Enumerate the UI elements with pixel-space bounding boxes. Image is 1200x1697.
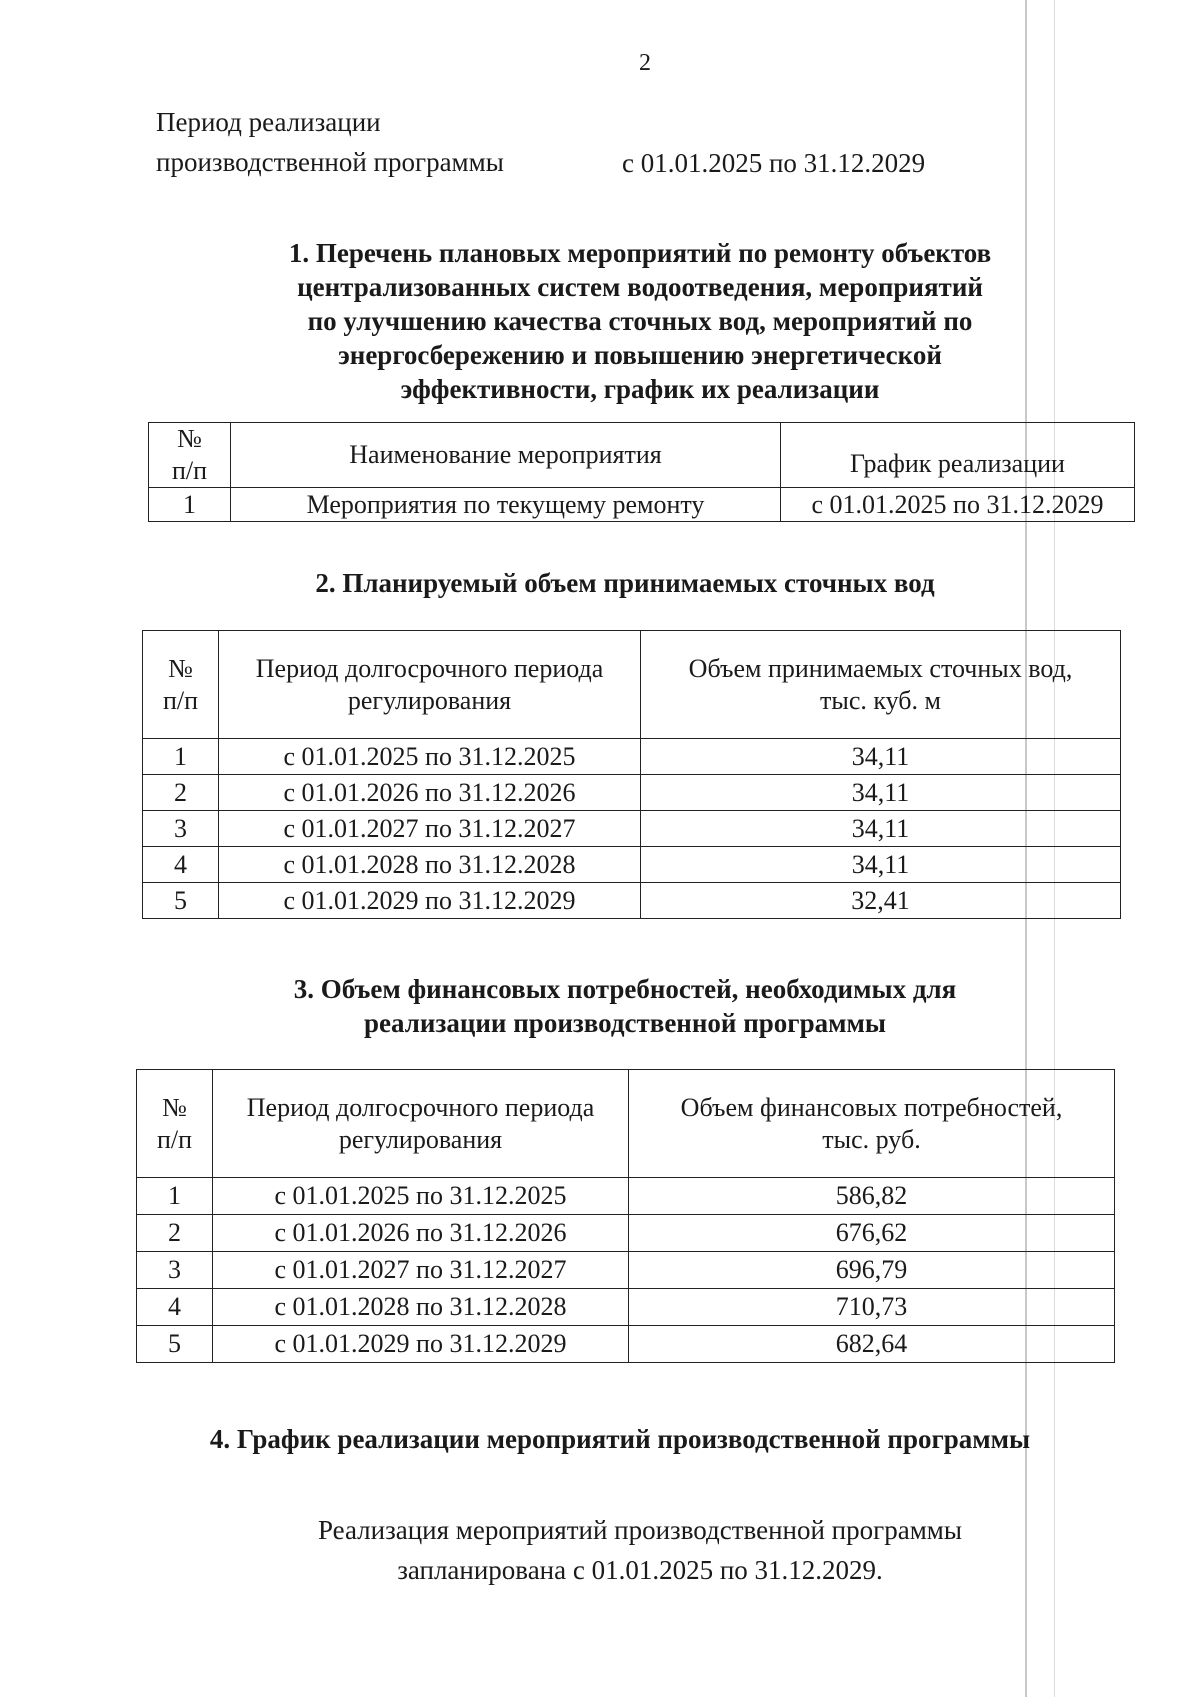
cell-num: 3 xyxy=(143,811,219,847)
table-header-row xyxy=(149,423,1135,488)
cell-financial-needs: 682,64 xyxy=(629,1326,1115,1363)
period-label xyxy=(156,102,504,182)
section1-title-line: энергосбережению и повышению энергетической xyxy=(338,340,942,370)
cell-activity-name: Мероприятия по текущему ремонту xyxy=(231,488,781,522)
cell-financial-needs: 696,79 xyxy=(629,1252,1115,1289)
section1-title xyxy=(240,236,1040,406)
cell-num: 2 xyxy=(137,1215,213,1252)
cell-volume: 34,11 xyxy=(641,775,1121,811)
section1-title-line: по улучшению качества сточных вод, мероприятий по xyxy=(307,306,973,336)
header-schedule: График реализации xyxy=(781,423,1135,488)
cell-volume: 34,11 xyxy=(641,811,1121,847)
section4-title: 4. График реализации мероприятий производственной программы xyxy=(209,1424,1031,1454)
table-row xyxy=(137,1252,1115,1289)
cell-period: с 01.01.2025 по 31.12.2025 xyxy=(213,1178,629,1215)
cell-period: с 01.01.2025 по 31.12.2025 xyxy=(219,739,641,775)
section3-title-line: 3. Объем финансовых потребностей, необходимых для xyxy=(293,974,957,1004)
period-label-line1: Период реализации xyxy=(156,107,381,137)
cell-num: 4 xyxy=(143,847,219,883)
cell-period: с 01.01.2029 по 31.12.2029 xyxy=(213,1326,629,1363)
cell-financial-needs: 586,82 xyxy=(629,1178,1115,1215)
cell-num: 5 xyxy=(137,1326,213,1363)
section1-title-line: 1. Перечень плановых мероприятий по ремонту объектов xyxy=(288,238,992,268)
financial-needs-table xyxy=(136,1069,1115,1363)
period-value: с 01.01.2025 по 31.12.2029 xyxy=(622,148,926,178)
table-row xyxy=(137,1215,1115,1252)
activities-table xyxy=(148,422,1135,522)
table-row xyxy=(149,488,1135,522)
cell-volume: 32,41 xyxy=(641,883,1121,919)
table-row xyxy=(137,1326,1115,1363)
cell-num: 4 xyxy=(137,1289,213,1326)
header-num: № п/п xyxy=(143,631,219,739)
cell-period: с 01.01.2027 по 31.12.2027 xyxy=(213,1252,629,1289)
cell-num: 1 xyxy=(149,488,231,522)
page-number: 2 xyxy=(639,50,651,76)
table-row xyxy=(143,811,1121,847)
section2-title: 2. Планируемый объем принимаемых сточных вод xyxy=(315,568,935,598)
section3-title xyxy=(240,972,1010,1040)
cell-period: с 01.01.2028 по 31.12.2028 xyxy=(213,1289,629,1326)
closing-line1: Реализация мероприятий производственной программы xyxy=(317,1515,963,1545)
table-row xyxy=(143,739,1121,775)
closing-line2: запланирована с 01.01.2025 по 31.12.2029. xyxy=(397,1555,883,1585)
section1-title-line: централизованных систем водоотведения, мероприятий xyxy=(297,272,983,302)
cell-period: с 01.01.2028 по 31.12.2028 xyxy=(219,847,641,883)
header-financial-needs: Объем финансовых потребностей, тыс. руб. xyxy=(629,1070,1115,1178)
header-period: Период долгосрочного периода регулирования xyxy=(219,631,641,739)
cell-schedule: с 01.01.2025 по 31.12.2029 xyxy=(781,488,1135,522)
table-header-row xyxy=(137,1070,1115,1178)
closing-paragraph xyxy=(200,1510,1080,1590)
table-header-row xyxy=(143,631,1121,739)
cell-financial-needs: 676,62 xyxy=(629,1215,1115,1252)
table-row xyxy=(143,883,1121,919)
cell-num: 1 xyxy=(137,1178,213,1215)
header-activity-name: Наименование мероприятия xyxy=(231,423,781,488)
cell-num: 1 xyxy=(143,739,219,775)
cell-volume: 34,11 xyxy=(641,847,1121,883)
header-num: № п/п xyxy=(137,1070,213,1178)
cell-financial-needs: 710,73 xyxy=(629,1289,1115,1326)
section3-title-line: реализации производственной программы xyxy=(364,1008,886,1038)
wastewater-volume-table xyxy=(142,630,1121,919)
header-num: № п/п xyxy=(149,423,231,488)
period-label-line2: производственной программы xyxy=(156,147,504,177)
cell-period: с 01.01.2027 по 31.12.2027 xyxy=(219,811,641,847)
section1-title-line: эффективности, график их реализации xyxy=(400,374,880,404)
cell-period: с 01.01.2026 по 31.12.2026 xyxy=(213,1215,629,1252)
table-row xyxy=(137,1178,1115,1215)
header-period: Период долгосрочного периода регулирования xyxy=(213,1070,629,1178)
cell-volume: 34,11 xyxy=(641,739,1121,775)
cell-num: 3 xyxy=(137,1252,213,1289)
cell-num: 2 xyxy=(143,775,219,811)
cell-num: 5 xyxy=(143,883,219,919)
cell-period: с 01.01.2026 по 31.12.2026 xyxy=(219,775,641,811)
table-row xyxy=(143,775,1121,811)
table-row xyxy=(143,847,1121,883)
cell-period: с 01.01.2029 по 31.12.2029 xyxy=(219,883,641,919)
table-row xyxy=(137,1289,1115,1326)
header-volume: Объем принимаемых сточных вод, тыс. куб. м xyxy=(641,631,1121,739)
